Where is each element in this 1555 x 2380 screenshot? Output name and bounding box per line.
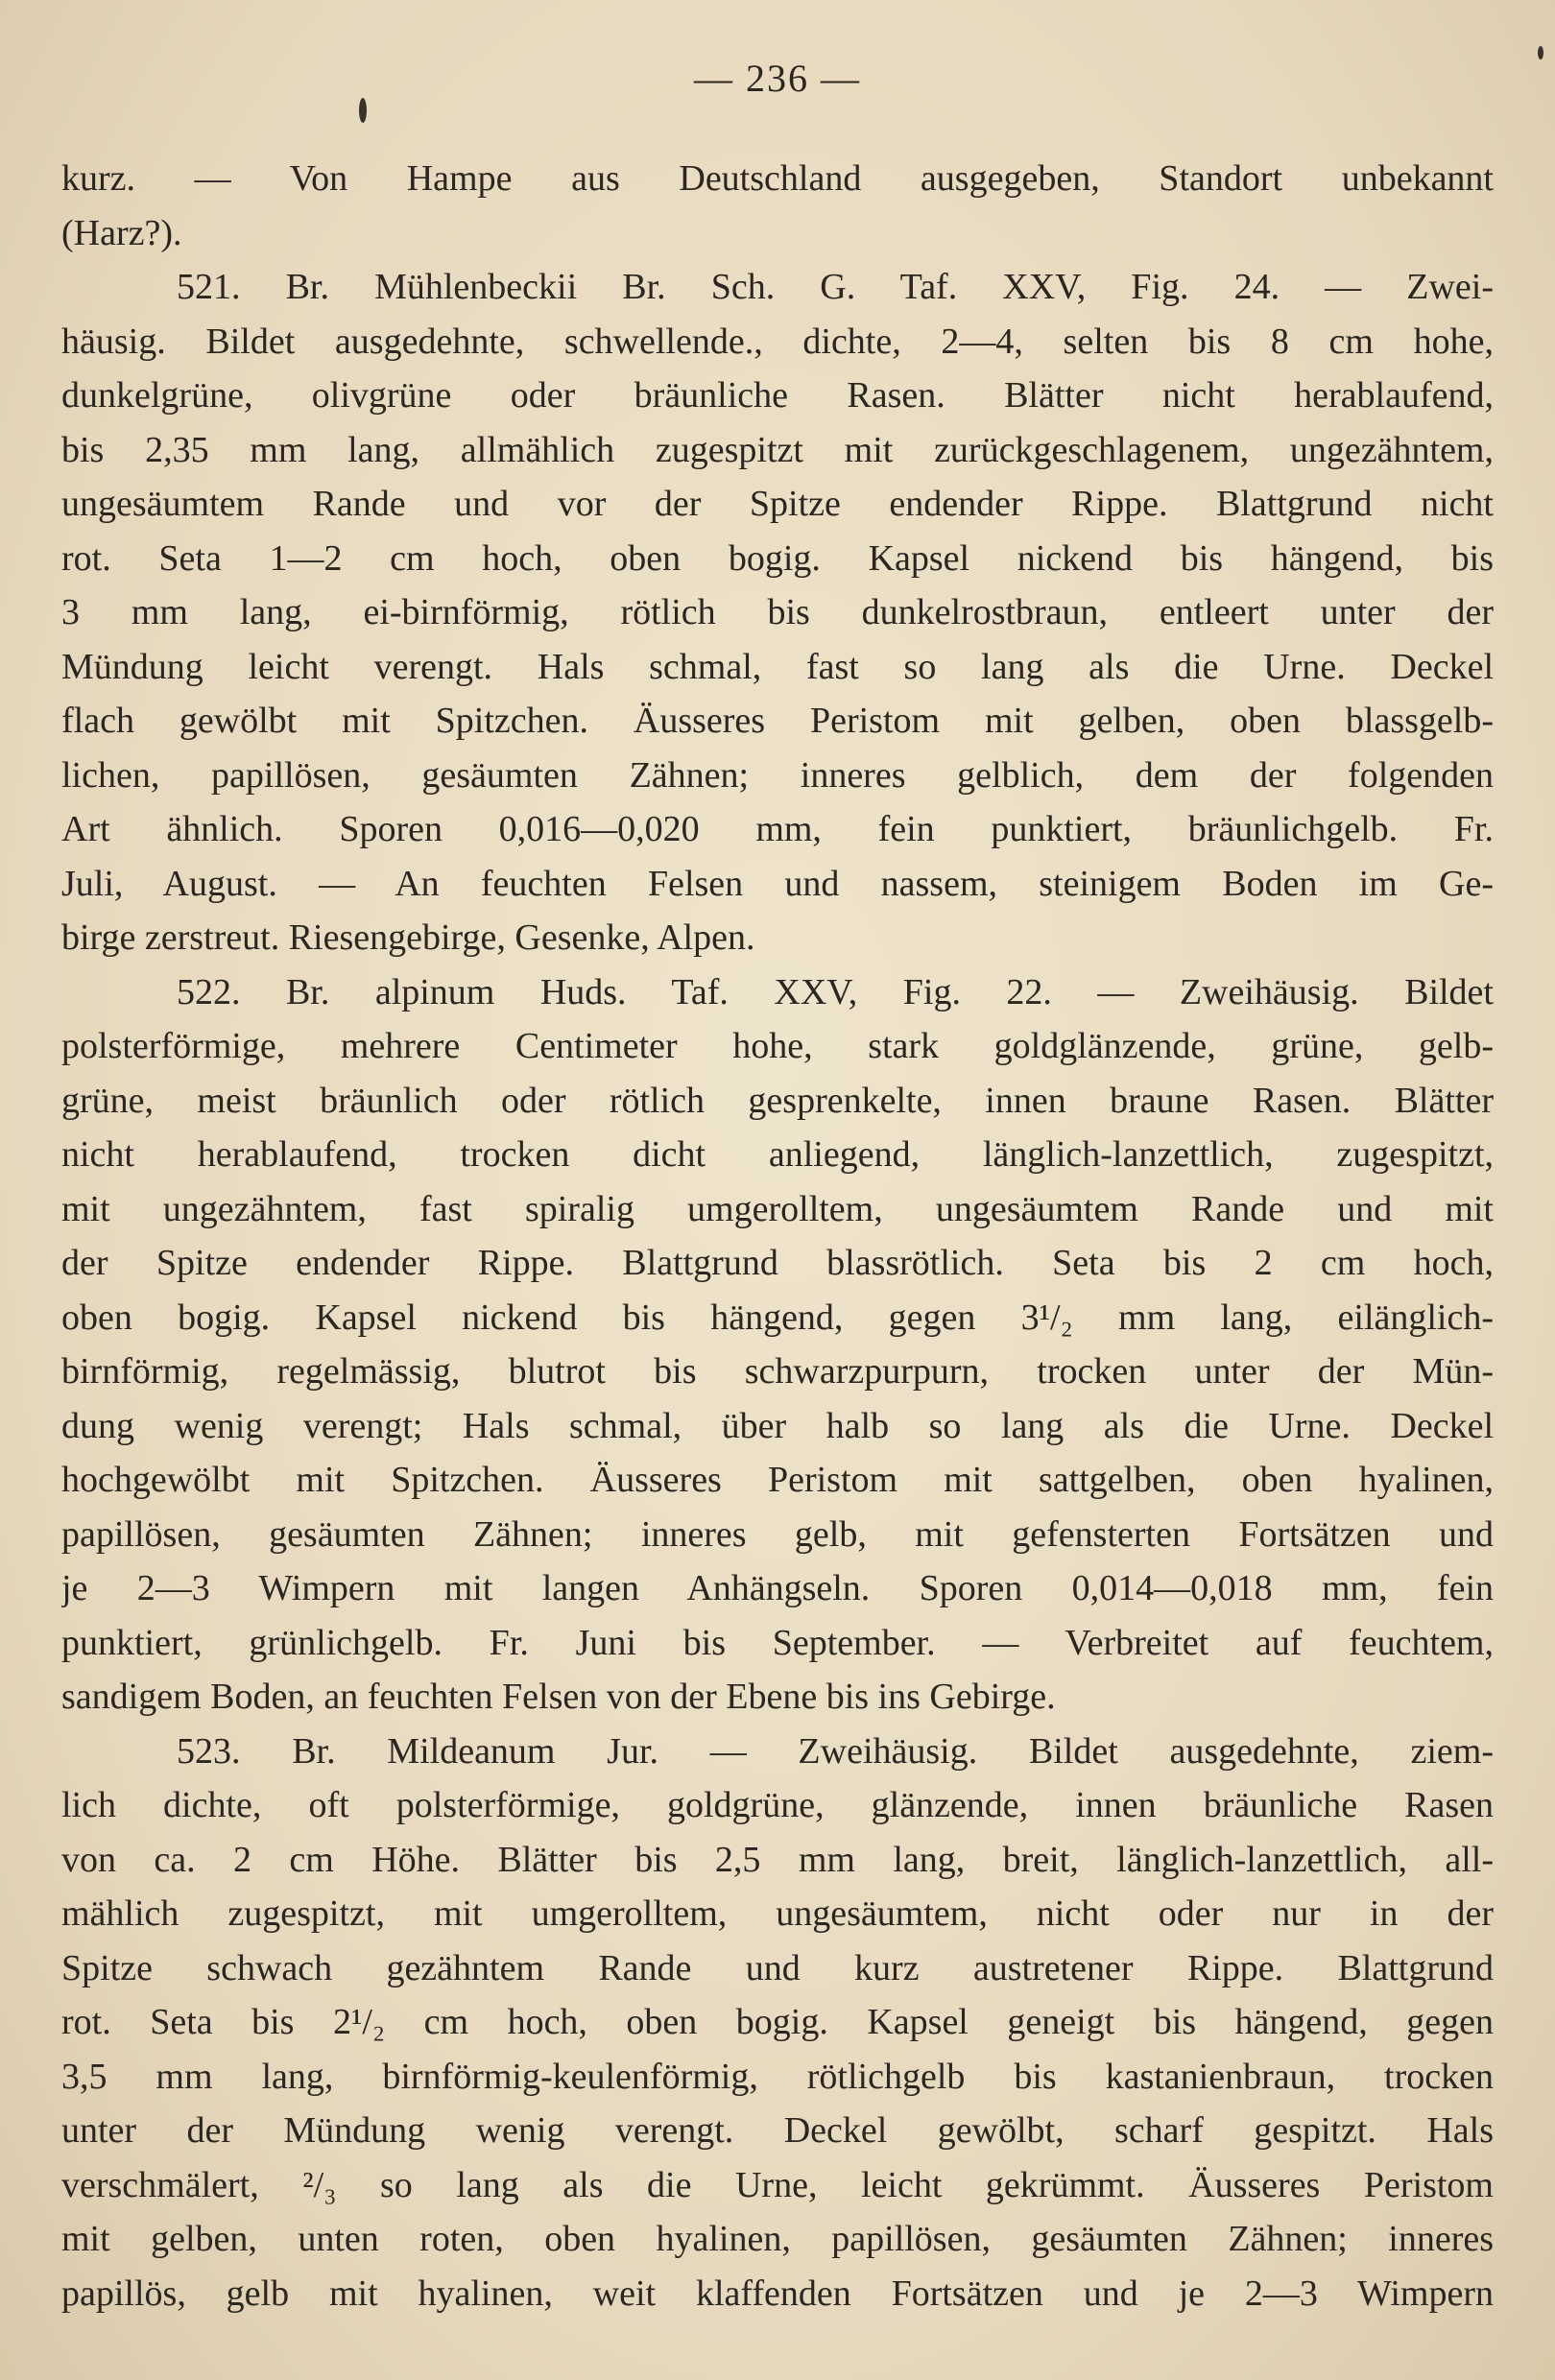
text-line: oben bogig. Kapsel nickend bis hängend, gegen 3¹/₂ mm lang, eilänglich- — [61, 1297, 1494, 1338]
text-line: ungesäumtem Rande und vor der Spitze endender Rippe. Blattgrund nicht — [61, 484, 1494, 524]
text-line: mählich zugespitzt, mit umgerolltem, ungesäumtem, nicht oder nur in der — [61, 1893, 1494, 1934]
text-line: verschmälert, ²/₃ so lang als die Urne, leicht gekrümmt. Äusseres Peristom — [61, 2164, 1494, 2205]
text-line: 521. Br. Mühlenbeckii Br. Sch. G. Taf. XXV, Fig. 24. — Zwei- — [177, 267, 1494, 307]
text-line: mit ungezähntem, fast spiralig umgerolltem, ungesäumtem Rande und mit — [61, 1188, 1494, 1229]
text-line: papillös, gelb mit hyalinen, weit klaffenden Fortsätzen und je 2—3 Wimpern — [61, 2273, 1494, 2314]
text-line: der Spitze endender Rippe. Blattgrund blassrötlich. Seta bis 2 cm hoch, — [61, 1243, 1494, 1283]
text-line: lichen, papillösen, gesäumten Zähnen; inneres gelblich, dem der folgenden — [61, 754, 1494, 796]
text-line: hochgewölbt mit Spitzchen. Äusseres Peristom mit sattgelben, oben hyalinen, — [61, 1460, 1494, 1500]
text-line: nicht herablaufend, trocken dicht anliegend, länglich-lanzettlich, zugespitzt, — [61, 1134, 1494, 1175]
text-line: grüne, meist bräunlich oder rötlich gesprenkelte, innen braune Rasen. Blätter — [61, 1080, 1494, 1121]
text-line: 3 mm lang, ei-birnförmig, rötlich bis dunkelrostbraun, entleert unter der — [61, 592, 1494, 632]
text-line: dung wenig verengt; Hals schmal, über halb so lang als die Urne. Deckel — [61, 1405, 1494, 1446]
text-line: rot. Seta 1—2 cm hoch, oben bogig. Kapsel nickend bis hängend, bis — [61, 537, 1494, 579]
text-line: (Harz?). — [61, 212, 182, 253]
ink-speck — [359, 98, 367, 123]
text-line: Spitze schwach gezähntem Rande und kurz austretener Rippe. Blattgrund — [61, 1947, 1494, 1988]
text-line: je 2—3 Wimpern mit langen Anhängseln. Sporen 0,014—0,018 mm, fein — [61, 1568, 1494, 1608]
text-line: papillösen, gesäumten Zähnen; inneres gelb, mit gefensterten Fortsätzen und — [61, 1513, 1494, 1555]
text-line: mit gelben, unten roten, oben hyalinen, papillösen, gesäumten Zähnen; inneres — [61, 2219, 1494, 2259]
ink-speck — [1538, 46, 1543, 60]
text-line: polsterförmige, mehrere Centimeter hohe, stark goldglänzende, grüne, gelb- — [61, 1026, 1494, 1066]
text-line: häusig. Bildet ausgedehnte, schwellende., dichte, 2—4, selten bis 8 cm hohe, — [61, 321, 1494, 362]
text-line: Art ähnlich. Sporen 0,016—0,020 mm, fein punktiert, bräunlichgelb. Fr. — [61, 809, 1494, 849]
text-line: Juli, August. — An feuchten Felsen und nassem, steinigem Boden im Ge- — [61, 863, 1494, 904]
text-line: lich dichte, oft polsterförmige, goldgrüne, glänzende, innen bräunliche Rasen — [61, 1785, 1494, 1825]
text-line: rot. Seta bis 2¹/₂ cm hoch, oben bogig. Kapsel geneigt bis hängend, gegen — [61, 2002, 1494, 2042]
body-text — [61, 152, 1494, 2320]
text-line: 3,5 mm lang, birnförmig-keulenförmig, rötlichgelb bis kastanienbraun, trocken — [61, 2056, 1494, 2097]
text-line: flach gewölbt mit Spitzchen. Äusseres Peristom mit gelben, oben blassgelb- — [61, 701, 1494, 741]
page-number: — 236 — — [694, 57, 861, 100]
text-line: 522. Br. alpinum Huds. Taf. XXV, Fig. 22. — Zweihäusig. Bildet — [177, 971, 1494, 1012]
text-line: unter der Mündung wenig verengt. Deckel gewölbt, scharf gespitzt. Hals — [61, 2110, 1494, 2151]
text-line: dunkelgrüne, olivgrüne oder bräunliche Rasen. Blätter nicht herablaufend, — [61, 375, 1494, 416]
text-line: birnförmig, regelmässig, blutrot bis schwarzpurpurn, trocken unter der Mün- — [61, 1351, 1494, 1392]
text-line: punktiert, grünlichgelb. Fr. Juni bis September. — Verbreitet auf feuchtem, — [61, 1622, 1494, 1663]
text-line: sandigem Boden, an feuchten Felsen von der Ebene bis ins Gebirge. — [61, 1677, 1056, 1717]
text-line: 523. Br. Mildeanum Jur. — Zweihäusig. Bildet ausgedehnte, ziem- — [177, 1730, 1494, 1772]
text-line: von ca. 2 cm Höhe. Blätter bis 2,5 mm lang, breit, länglich-lanzettlich, all- — [61, 1839, 1494, 1880]
text-line: kurz. — Von Hampe aus Deutschland ausgegeben, Standort unbekannt — [61, 158, 1494, 199]
text-line: birge zerstreut. Riesengebirge, Gesenke, Alpen. — [61, 917, 755, 958]
text-line: Mündung leicht verengt. Hals schmal, fast so lang als die Urne. Deckel — [61, 646, 1494, 687]
text-line: bis 2,35 mm lang, allmählich zugespitzt mit zurückgeschlagenem, ungezähntem, — [61, 429, 1494, 470]
